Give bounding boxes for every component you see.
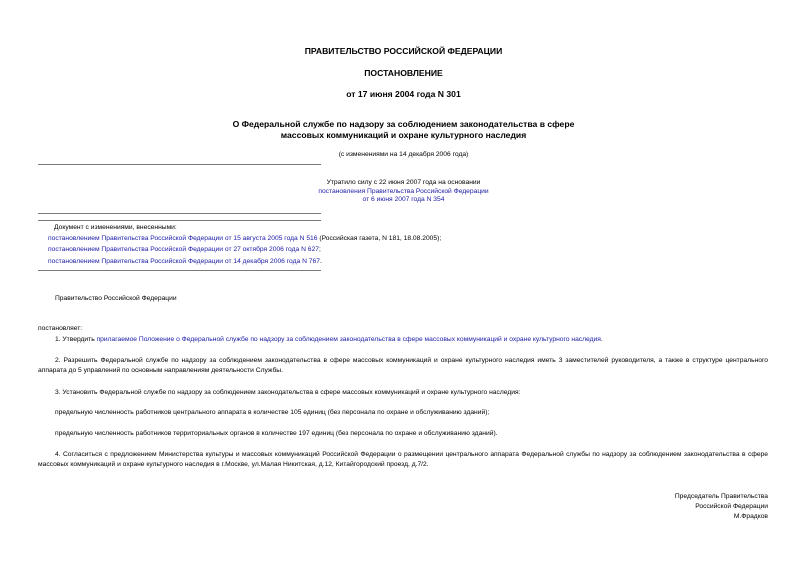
change-suffix: . — [319, 257, 322, 265]
invalidation-text: Утратило силу с 22 июня 2007 года на основании — [326, 179, 481, 186]
paragraph-3: 3. Установить Федеральной службе по надзору за соблюдением законодательства в сфере массовых коммуникаций и охране культурного наследия: — [55, 389, 521, 396]
change-item — [48, 244, 794, 256]
signatory-name: М.Фрадков — [733, 513, 768, 520]
change-link[interactable]: постановлением Правительства Российской Федерации от 27 октября 2006 года N 627 — [48, 246, 319, 254]
signature-title-line2: Российской Федерации — [695, 503, 768, 510]
change-suffix: ; — [318, 246, 321, 254]
change-item — [48, 256, 794, 268]
document-type: ПОСТАНОВЛЕНИЕ — [364, 68, 443, 78]
change-suffix: (Российская газета, N 181, 18.08.2005); — [317, 234, 442, 242]
document-title — [0, 119, 807, 140]
paragraph-1 — [38, 335, 768, 345]
amendments-note: (с изменениями на 14 декабря 2006 года) — [338, 151, 469, 158]
changes-block — [48, 224, 794, 267]
document-title-line1: О Федеральной службе по надзору за соблюдением законодательства в сфере — [232, 119, 575, 129]
paragraph-3b: предельную численность работников территориальных органов в количестве 197 единиц (без персонала по охране и обслуживанию зданий). — [55, 430, 498, 437]
invalidation-link-line1[interactable]: постановления Правительства Российской Федерации — [318, 187, 489, 195]
signature-block — [568, 492, 768, 522]
changes-intro: Документ с изменениями, внесенными: — [54, 224, 177, 231]
document-date-number: от 17 июня 2004 года N 301 — [346, 89, 461, 99]
divider — [38, 164, 321, 165]
paragraph-2: 2. Разрешить Федеральной службе по надзору за соблюдением законодательства в сфере массовых коммуникаций и охране культурного наследия иметь 3 заместителей руководителя, а также в структуре центрального аппарата до 5 управлений по основным направлениям деятельности Службы. — [38, 357, 768, 375]
regulation-link[interactable]: прилагаемое Положение о Федеральной службе по надзору за соблюдением законодательства в сфере массовых коммуникаций и охране культурного наследия — [96, 336, 601, 343]
paragraph-4: 4. Согласиться с предложением Министерства культуры и массовых коммуникаций Российской Федерации о размещении центрального аппарата Федеральной службы по надзору за соблюдением законодательства в сфере массовых коммуникаций и охране культурного наследия в г.Москве, ул.Малая Никитская, д.12, Китайгородский проезд, д.7/2. — [38, 451, 768, 469]
government-heading: ПРАВИТЕЛЬСТВО РОССИЙСКОЙ ФЕДЕРАЦИИ — [304, 46, 503, 56]
divider — [38, 220, 321, 221]
change-link[interactable]: постановлением Правительства Российской Федерации от 14 декабря 2006 года N 767 — [48, 257, 320, 265]
paragraph-1-suffix: . — [600, 336, 603, 343]
issuer: Правительство Российской Федерации — [55, 295, 177, 302]
invalidation-link-line2[interactable]: от 6 июня 2007 года N 354 — [362, 196, 445, 204]
divider — [38, 270, 321, 271]
change-link[interactable]: постановлением Правительства Российской Федерации от 15 августа 2005 года N 516 — [48, 234, 318, 242]
resolves-word: постановляет: — [38, 325, 83, 332]
document-title-line2: массовых коммуникаций и охране культурного наследия — [280, 129, 527, 140]
invalidation-block — [0, 179, 807, 205]
divider — [38, 213, 321, 214]
paragraph-3a: предельную численность работников центрального аппарата в количестве 105 единиц (без персонала по охране и обслуживанию зданий); — [55, 409, 490, 416]
paragraph-1-prefix: 1. Утвердить — [55, 336, 97, 343]
changes-list — [48, 233, 794, 268]
change-item — [48, 233, 794, 245]
signature-title-line1: Председатель Правительства — [674, 493, 768, 500]
